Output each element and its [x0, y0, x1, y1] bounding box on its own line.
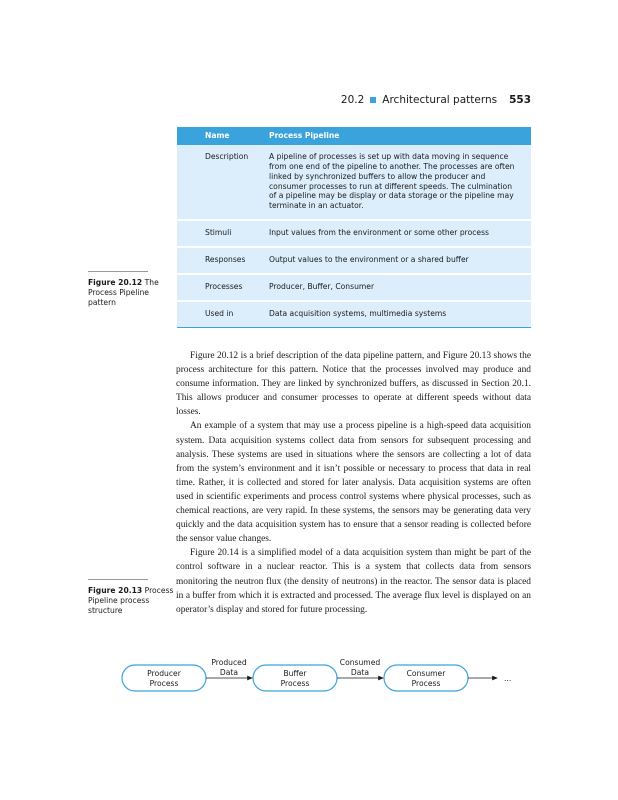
consumer-label-line2: Process — [411, 679, 441, 688]
figure-caption-text: Process Pipeline process structure — [88, 586, 174, 615]
table-header-name: Name — [177, 127, 263, 145]
producer-label-line2: Process — [149, 679, 179, 688]
buffer-label-line1: Buffer — [283, 669, 307, 678]
row-label: Processes — [177, 274, 263, 301]
figure-caption-text: The Process Pipeline pattern — [88, 278, 159, 307]
buffer-label-line2: Process — [280, 679, 310, 688]
row-label: Responses — [177, 247, 263, 274]
row-value: Producer, Buffer, Consumer — [263, 274, 531, 301]
row-label: Stimuli — [177, 220, 263, 247]
paragraph: Figure 20.14 is a simplified model of a data acquisition system than might be part of the control software in a nuclear reactor. This is a system that collects data from sensors monitoring the neutron flux (the density of neutrons) in the reactor. The sensor data is placed in a buffer from which it is extracted and processed. The average flux level is displayed on an operator’s display and stored for future processing. — [176, 548, 531, 615]
page-number: 553 — [509, 94, 531, 106]
produced-label-line1: Produced — [211, 658, 247, 667]
section-number: 20.2 — [340, 94, 365, 106]
consumed-label-line1: Consumed — [339, 658, 381, 667]
row-value: Output values to the environment or a shared buffer — [263, 247, 531, 274]
continuation-ellipsis: ... — [504, 674, 512, 683]
figure-label: Figure 20.12 — [88, 278, 143, 287]
row-label: Description — [177, 145, 263, 220]
row-label: Used in — [177, 301, 263, 327]
figure-label: Figure 20.13 — [88, 586, 143, 595]
produced-label-line2: Data — [219, 668, 239, 677]
row-value: A pipeline of processes is set up with data moving in sequence from one end of the pipeline to another. The processes are often linked by synchronized buffers to allow the producer and consumer processes to run at different speeds. The culmination of a pipeline may be display or data storage or the pipeline may terminate in an actuator. — [263, 145, 531, 220]
section-title: Architectural patterns — [382, 94, 498, 106]
row-value: Data acquisition systems, multimedia systems — [263, 301, 531, 327]
consumed-label-line2: Data — [350, 668, 370, 677]
row-value: Input values from the environment or some other process — [263, 220, 531, 247]
producer-label-line1: Producer — [147, 669, 181, 678]
paragraph: An example of a system that may use a process pipeline is a high-speed data acquisition system. Data acquisition systems collect data from sensors for subsequent processing and analysis. These systems are used in situations where the sensors are collecting a lot of data from the system’s environment and it isn’t possible or necessary to process that data in real time. Rather, it is collected and stored for later analysis. Data acquisition systems are often used in scientific experiments and process control systems where physical processes, such as chemical reactions, are very rapid. In these systems, the sensors may be generating data very quickly and the data acquisition system has to ensure that a sensor reading is collected before the sensor value changes. — [176, 421, 531, 545]
table-header-value: Process Pipeline — [263, 127, 531, 145]
consumer-label-line1: Consumer — [406, 669, 446, 678]
paragraph: Figure 20.12 is a brief description of the data pipeline pattern, and Figure 20.13 shows the process architecture for this pattern. Notice that the processes involved may produce and consume information. They are linked by synchronized buffers, as discussed in Section 20.1. This allows producer and consumer processes to operate at different speeds without data losses. — [176, 351, 531, 418]
